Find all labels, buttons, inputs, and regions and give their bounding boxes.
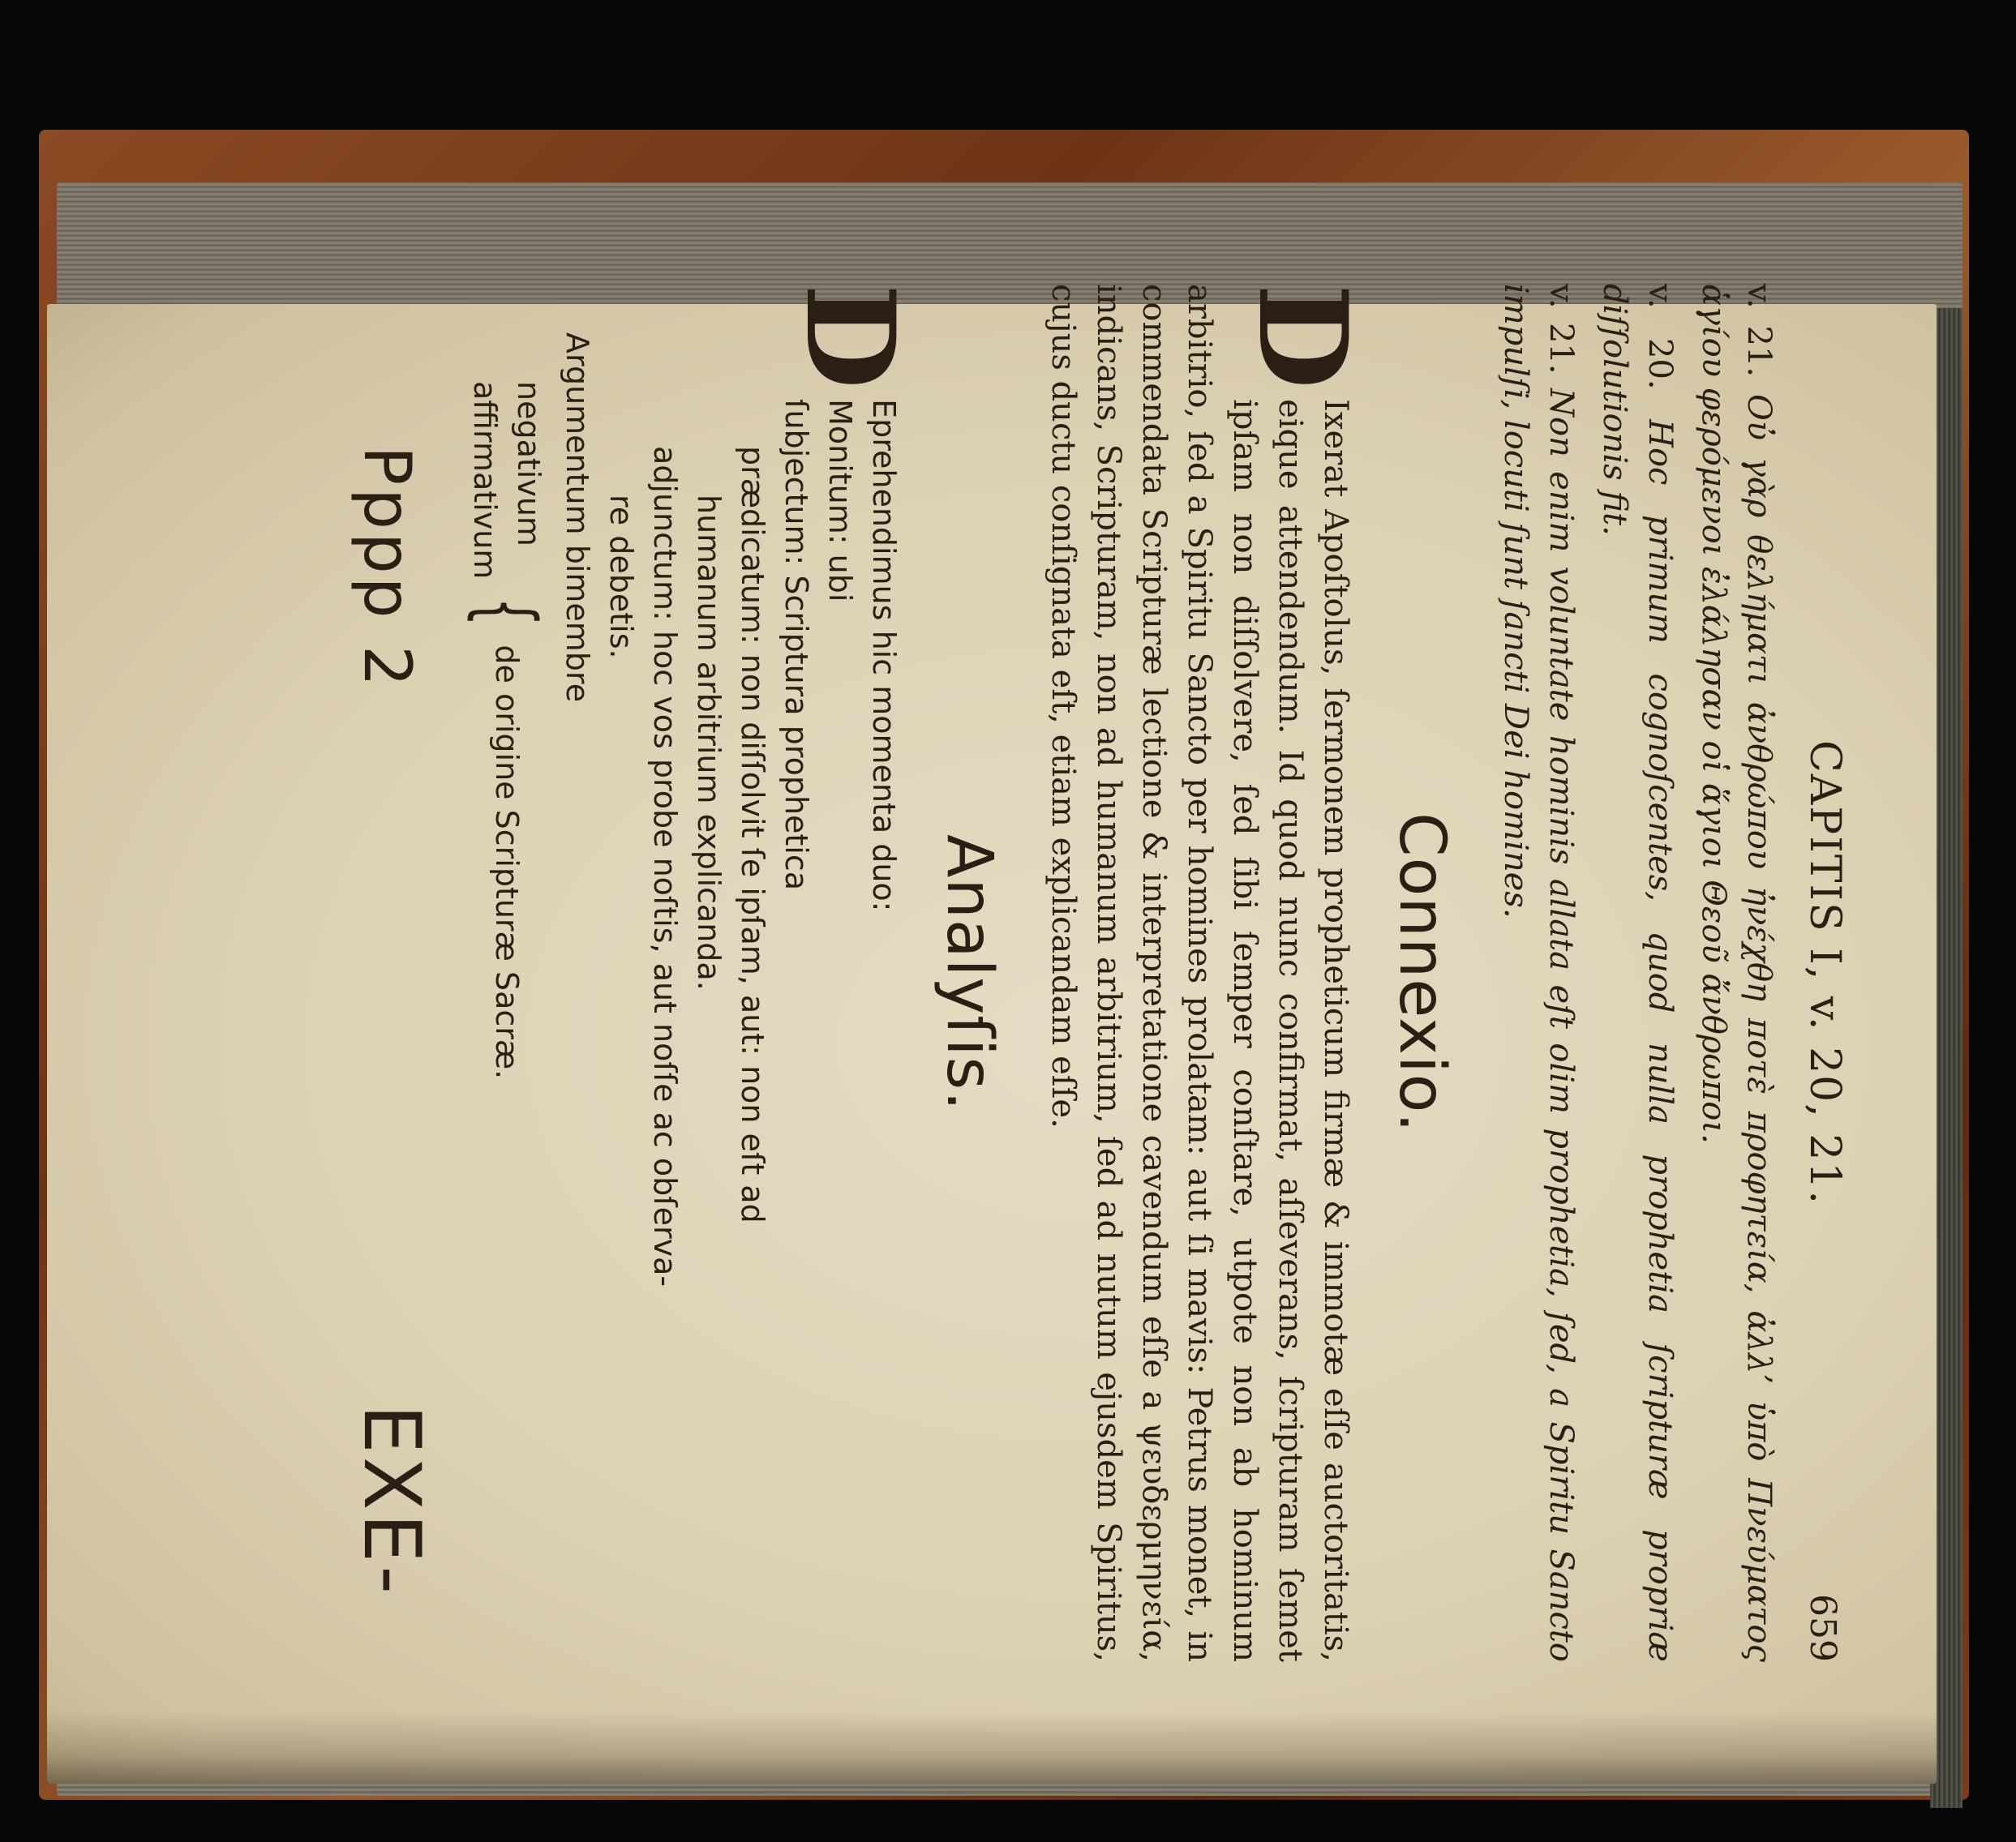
adjunctum-line: adjunctum: hoc vos probe noſtis, aut noſſe ac obſerva- (647, 446, 683, 1287)
running-head (1799, 284, 1847, 1662)
monitum-line: Monitum: ubi (822, 399, 858, 602)
curly-brace-icon: { (461, 597, 552, 628)
verse-greek (1691, 284, 1782, 1662)
analysis-intro: Eprehendimus hic momenta duo: (866, 399, 902, 912)
connexio-heading: Connexio. (1385, 812, 1458, 1133)
analysis-heading: Analyſis. (933, 834, 1006, 1112)
page-footer (346, 284, 437, 1662)
argumentum-line: Argumentum bimembre (560, 332, 595, 703)
verse-number: v. 20. (1641, 284, 1679, 390)
verse-number: v. 21. (1740, 284, 1778, 378)
signature-mark: Pppp 2 (350, 446, 425, 690)
catchword: EXE- (346, 1404, 437, 1597)
analysis-outline (461, 284, 921, 1662)
verse-latin-20 (1592, 284, 1683, 1662)
verse-text: Οὐ γὰρ θελήματι ἀνθρώπου ἠνέχθη ποτὲ προφητεία, ἀλλ’ ὑπὸ Πνεύματος ἁγίου φερόμενοι ἐλάλησαν οἱ ἅγιοι Θεοῦ ἄνθρωποι. (1695, 284, 1778, 1662)
verse-text: Hoc primum cognoſcentes, quod nulla prophetia ſcripturæ propriæ diſſolutionis fit. (1596, 284, 1679, 1663)
verse-text: Non enim voluntate hominis allata eſt olim prophetia, ſed, a Spiritu Sancto impulſi, locuti ſunt ſancti Dei homines. (1497, 284, 1580, 1662)
connexio-text: Ixerat Apoſtolus, ſermonem propheticum firmæ & immotæ eſſe auctoritatis, eique attendendum. Id quod nunc confirmat, aſſeverans, ſcripturam ſemet ipſam non diſſolvere, ſed ſibi ſemper conſtare, utpote non ab hominum arbitrio, ſed a Spiritu Sancto per homines prolatam: aut ſi mavis: Petrus monet, in commendata Scripturæ lectione & interpretatione cavendum eſſe a ψευδερμηνεία, indicans, Scripturam, non ad humanum arbitrium, ſed ad nutum ejusdem Spiritus, cujus ductu conſignata eſt, etiam explicandam eſſe. (1044, 284, 1354, 1662)
page-text-block (169, 251, 1847, 1694)
running-title: CAPITIS I, v. 20, 21. (1800, 739, 1849, 1206)
connexio-paragraph (1040, 284, 1374, 1662)
argumentum-brace-group (463, 284, 551, 1662)
page-number: 659 (1802, 1594, 1843, 1662)
verse-number: v. 21. (1542, 284, 1580, 375)
verse-latin-21 (1493, 284, 1584, 1662)
de-origine-label: de origine Scripturæ Sacræ. (489, 645, 525, 1080)
affirmativum-label: affirmativum (467, 381, 503, 580)
subjectum-line: ſubjectum: Scriptura prophetica (779, 399, 814, 891)
praedicatum-line: prædicatum: non diſſolvit ſe ipſam, aut: non eſt ad (735, 446, 770, 1223)
brace-members (463, 381, 551, 579)
gutter-shadow (47, 1711, 1937, 1784)
praedicatum-cont-line: humanum arbitrium explicanda. (691, 495, 727, 991)
drop-cap: D (1231, 284, 1374, 390)
drop-cap: D (779, 284, 921, 390)
adjunctum-cont-line: re debetis. (603, 495, 639, 659)
negativum-label: negativum (511, 381, 547, 546)
